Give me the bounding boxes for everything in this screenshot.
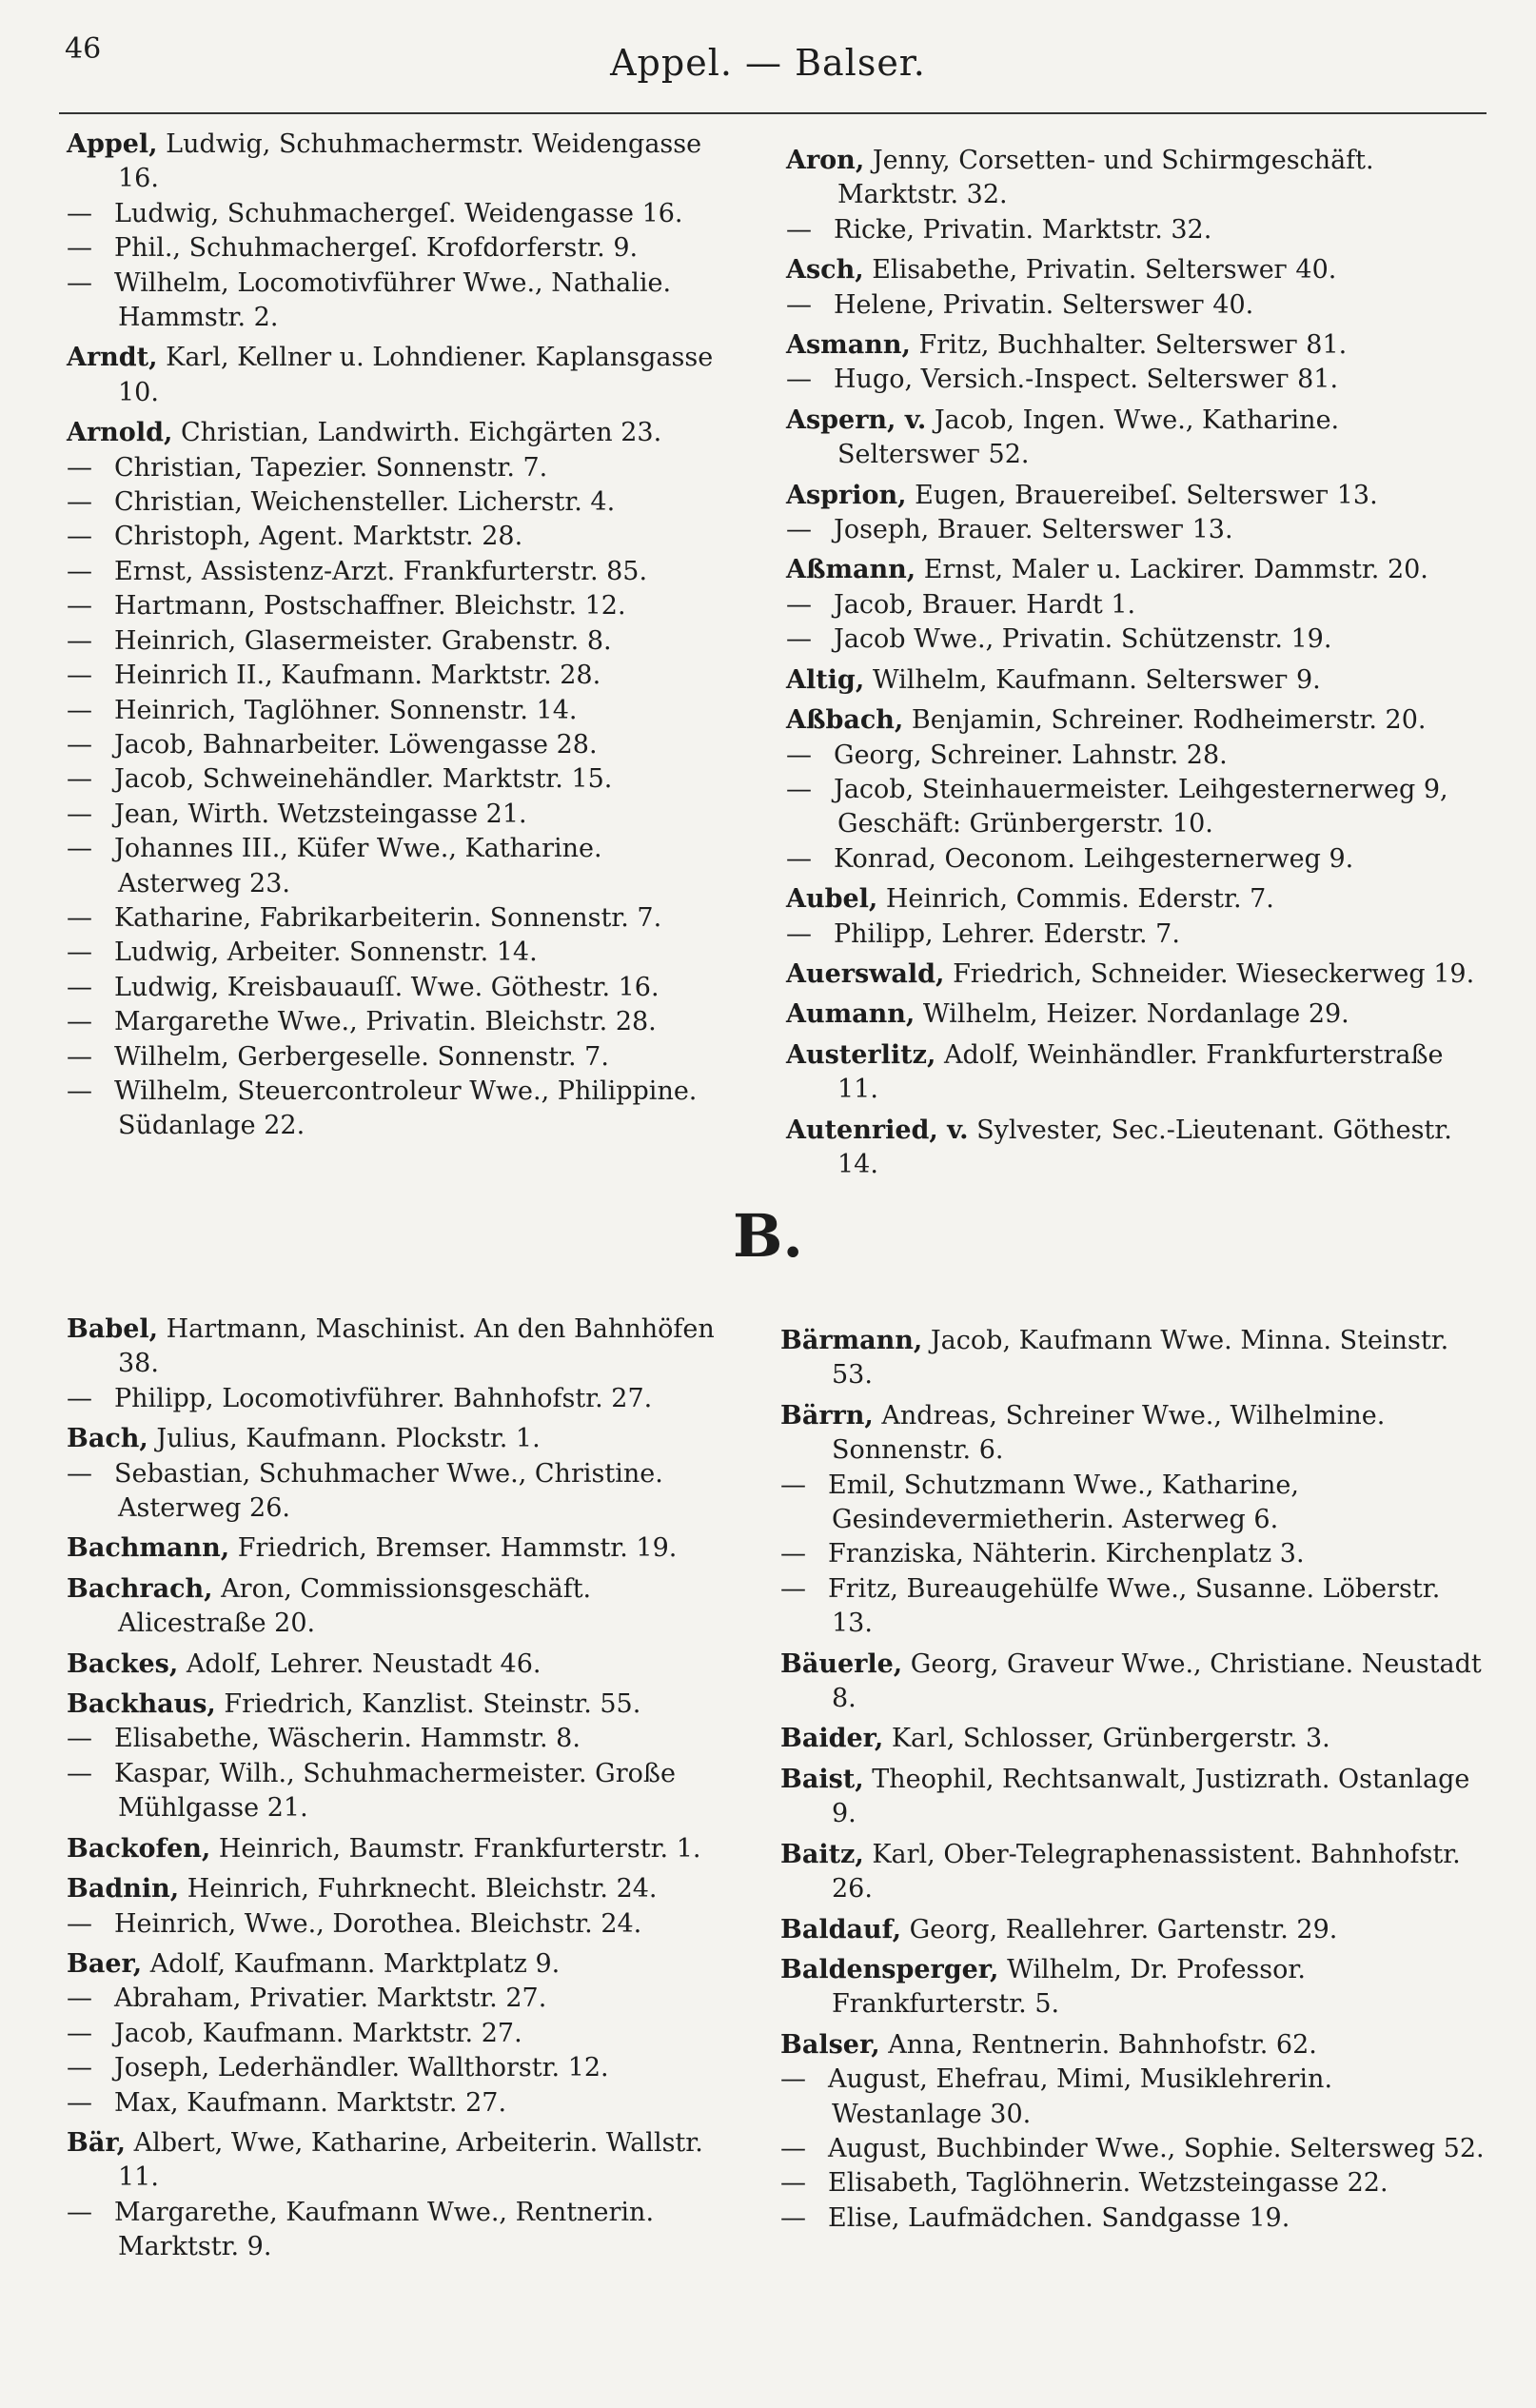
directory-entry — [67, 231, 733, 266]
ditto-dash: — — [67, 2197, 92, 2227]
directory-entry — [786, 213, 1486, 247]
ditto-dash: — — [67, 1458, 92, 1489]
page-number: 46 — [65, 32, 102, 66]
entry-text: Andreas, Schreiner Wwe., Wilhelmine. Sonnenstr. 6. — [832, 1400, 1386, 1466]
entry-text: Heinrich II., Kaufmann. Marktstr. 28. — [114, 661, 601, 691]
directory-entry — [67, 1572, 733, 1642]
entry-text: Jacob, Kaufmann. Marktstr. 27. — [114, 2018, 522, 2048]
entry-text: Heinrich, Glasermeister. Grabenstr. 8. — [114, 625, 612, 656]
directory-entry — [786, 513, 1486, 547]
entry-surname: Backhaus, — [67, 1689, 216, 1720]
ditto-dash: — — [67, 452, 92, 483]
ditto-dash: — — [67, 661, 92, 691]
entry-text: Heinrich, Fuhrknecht. Bleichstr. 24. — [187, 1874, 658, 1905]
entry-text: Ludwig, Kreisbauauſſ. Wwe. Göthestr. 16. — [114, 972, 660, 1002]
entry-text: Joseph, Brauer. Selterswег 13. — [834, 515, 1233, 545]
entry-surname: Aßmann, — [786, 555, 916, 585]
entry-surname: Aubel, — [786, 884, 878, 915]
directory-entry — [67, 936, 733, 970]
entry-surname: Backes, — [67, 1648, 179, 1679]
directory-entry — [786, 288, 1486, 323]
entry-text: Hartmann, Postschaffner. Bleichstr. 12. — [114, 591, 626, 622]
entry-text: Ludwig, Schuhmachergeſ. Weidengasse 16. — [114, 198, 683, 228]
directory-entry — [786, 773, 1486, 842]
entry-text: Heinrich, Taglöhner. Sonnenstr. 14. — [114, 695, 578, 725]
entry-surname: Baldensperger, — [780, 1954, 999, 1984]
directory-entry — [67, 1005, 733, 1039]
entry-text: Karl, Ober-Telegraphenassistent. Bahnhofstr. 26. — [832, 1839, 1461, 1905]
ditto-dash: — — [67, 2053, 92, 2083]
directory-entry — [67, 589, 733, 623]
directory-entry — [67, 624, 733, 659]
ditto-dash: — — [67, 487, 92, 518]
directory-entry — [67, 832, 733, 901]
entry-text: Jacob, Brauer. Hardt 1. — [834, 589, 1136, 620]
directory-entry — [786, 663, 1486, 698]
directory-entry — [67, 1982, 733, 2016]
ditto-dash: — — [786, 515, 812, 545]
directory-entry — [67, 1872, 733, 1906]
entry-text: Elise, Laufmädchen. Sandgasse 19. — [828, 2202, 1290, 2233]
ditto-dash: — — [786, 740, 812, 770]
ditto-dash: — — [780, 2133, 806, 2163]
directory-entry — [780, 2132, 1486, 2166]
header-rule — [59, 112, 1487, 114]
ditto-dash: — — [67, 729, 92, 760]
entry-text: Franziska, Nähterin. Kirchenplatz 3. — [828, 1539, 1305, 1569]
entry-text: Wilhelm, Dr. Professor. Frankfurterstr. 5. — [832, 1954, 1306, 2020]
directory-entry — [67, 1457, 733, 1527]
ditto-dash: — — [67, 938, 92, 968]
entry-text: Joseph, Lederhändler. Wallthorstr. 12. — [114, 2053, 609, 2083]
entry-text: Margarethe Wwe., Privatin. Bleichstr. 28. — [114, 1007, 657, 1037]
directory-entry — [780, 1763, 1486, 1832]
directory-entry — [67, 762, 733, 797]
entry-surname: Badnin, — [67, 1874, 180, 1905]
entry-surname: Baider, — [780, 1724, 884, 1754]
entry-text: Jacob, Bahnarbeiter. Löwengasse 28. — [114, 729, 598, 760]
directory-entry — [786, 404, 1486, 473]
entry-text: Adolf, Weinhändler. Frankfurterstraße 11. — [837, 1039, 1444, 1105]
directory-entry — [67, 1648, 733, 1682]
entry-text: Jean, Wirth. Wetzsteingasse 21. — [114, 799, 527, 829]
directory-entry — [67, 798, 733, 832]
ditto-dash: — — [780, 1470, 806, 1500]
directory-entry — [67, 2086, 733, 2121]
ditto-dash: — — [67, 1984, 92, 2014]
directory-entry — [67, 2051, 733, 2085]
entry-text: Aron, Commissionsgeschäft. Alicestraße 20. — [118, 1573, 592, 1639]
directory-entry — [780, 1537, 1486, 1571]
entry-text: Philipp, Locomotivführer. Bahnhofstr. 27. — [114, 1383, 653, 1413]
directory-entry — [786, 328, 1486, 363]
entry-surname: Aumann, — [786, 999, 916, 1030]
ditto-dash: — — [67, 1383, 92, 1413]
directory-entry — [780, 1572, 1486, 1642]
entry-text: Wilhelm, Gerbergeselle. Sonnenstr. 7. — [114, 1041, 609, 1072]
directory-entry — [67, 1422, 733, 1456]
entry-text: Theophil, Rechtsanwalt, Justizrath. Ostanlage 9. — [832, 1764, 1470, 1829]
ditto-dash: — — [67, 902, 92, 933]
ditto-dash: — — [67, 1758, 92, 1788]
entry-text: August, Ehefrau, Mimi, Musiklehrerin. Westanlage 30. — [828, 2064, 1333, 2129]
entry-surname: Aspern, v. — [786, 405, 927, 435]
entry-text: Friedrich, Schneider. Wieseckerweg 19. — [953, 958, 1475, 989]
directory-entry — [67, 1907, 733, 1942]
entry-text: Jacob, Steinhauermeister. Leihgesternerweg 9, Geschäft: Grünbergerstr. 10. — [834, 774, 1448, 839]
entry-text: Georg, Reallehrer. Gartenstr. 29. — [909, 1914, 1338, 1944]
directory-entry — [67, 1382, 733, 1416]
directory-entry — [780, 2063, 1486, 2132]
ditto-dash: — — [67, 1007, 92, 1037]
entry-text: Georg, Schreiner. Lahnstr. 28. — [834, 740, 1228, 770]
directory-entry — [780, 1953, 1486, 2023]
directory-entry — [786, 882, 1486, 917]
directory-entry — [67, 128, 733, 197]
directory-entry — [786, 588, 1486, 622]
entry-text: Jacob, Kaufmann Wwe. Minna. Steinstr. 53. — [832, 1326, 1449, 1391]
directory-entry — [67, 485, 733, 520]
entry-text: Fritz, Bureaugehülfe Wwe., Susanne. Löberstr. 13. — [828, 1573, 1441, 1639]
ditto-dash: — — [786, 214, 812, 245]
entry-surname: Bär, — [67, 2127, 126, 2158]
entry-surname: Bärrn, — [780, 1400, 874, 1431]
entry-surname: Baitz, — [780, 1839, 864, 1869]
ditto-dash: — — [67, 764, 92, 795]
directory-entry — [786, 622, 1486, 657]
entry-text: Adolf, Kaufmann. Marktplatz 9. — [149, 1948, 561, 1979]
directory-entry — [67, 1722, 733, 1756]
ditto-dash: — — [780, 2064, 806, 2095]
entry-text: Sylvester, Sec.-Lieutenant. Göthestr. 14. — [837, 1115, 1452, 1179]
entry-text: Philipp, Lehrer. Ederstr. 7. — [834, 918, 1180, 949]
entry-text: Katharine, Fabrikarbeiterin. Sonnenstr. 7. — [114, 902, 662, 933]
entry-text: August, Buchbinder Wwe., Sophie. Seltersweg 52. — [828, 2133, 1485, 2163]
entry-text: Margarethe, Kaufmann Wwe., Rentnerin. Marktstr. 9. — [114, 2197, 655, 2262]
directory-entry — [780, 1722, 1486, 1756]
directory-entry — [67, 341, 733, 410]
directory-entry — [67, 971, 733, 1005]
directory-entry — [67, 659, 733, 693]
directory-entry — [67, 520, 733, 554]
column-b-right — [780, 1318, 1486, 2236]
directory-entry — [67, 416, 733, 450]
entry-surname: Austerlitz, — [786, 1039, 936, 1070]
directory-entry — [780, 1399, 1486, 1469]
entry-text: Georg, Graveur Wwe., Christiane. Neustadt 8. — [832, 1648, 1482, 1714]
running-head: Appel. — Balser. — [610, 42, 926, 84]
directory-entry — [786, 1038, 1486, 1108]
entry-text: Kaspar, Wilh., Schuhmachermeister. Große Mühlgasse 21. — [114, 1758, 676, 1824]
directory-entry — [786, 918, 1486, 952]
directory-entry — [786, 957, 1486, 992]
ditto-dash: — — [67, 198, 92, 228]
ditto-dash: — — [780, 2168, 806, 2199]
entry-surname: Babel, — [67, 1314, 159, 1344]
entry-text: Konrad, Oeconom. Leihgesternerweg 9. — [834, 843, 1354, 874]
entry-text: Abraham, Privatier. Marktstr. 27. — [114, 1984, 547, 2014]
ditto-dash: — — [786, 289, 812, 320]
page-header — [0, 0, 1536, 124]
entry-text: Karl, Kellner u. Lohndiener. Kaplansgasse 10. — [118, 343, 714, 407]
entry-text: Jacob, Ingen. Wwe., Katharine. Selterswег 52. — [837, 405, 1340, 470]
entry-text: Wilhelm, Kaufmann. Selterswег 9. — [872, 664, 1321, 695]
entry-text: Karl, Schlosser, Grünbergerstr. 3. — [891, 1724, 1330, 1754]
entry-text: Elisabethe, Privatin. Selterswег 40. — [872, 255, 1337, 286]
directory-entry — [67, 728, 733, 762]
ditto-dash: — — [786, 843, 812, 874]
directory-entry — [67, 1757, 733, 1826]
entry-text: Wilhelm, Heizer. Nordanlage 29. — [922, 999, 1349, 1030]
entry-text: Ernst, Assistenz-Arzt. Frankfurterstr. 85. — [114, 556, 648, 586]
ditto-dash: — — [67, 695, 92, 725]
entry-text: Max, Kaufmann. Marktstr. 27. — [114, 2087, 507, 2118]
ditto-dash: — — [786, 624, 812, 655]
ditto-dash: — — [786, 774, 812, 804]
directory-entry — [786, 703, 1486, 738]
entry-text: Jenny, Corsetten- und Schirmgeschäft. Marktstr. 32. — [837, 146, 1374, 210]
entry-surname: Balser, — [780, 2029, 880, 2060]
entry-text: Christian, Weichensteller. Licherstr. 4. — [114, 487, 616, 518]
directory-entry — [67, 1313, 733, 1382]
entry-text: Fritz, Buchhalter. Selterswег 81. — [918, 330, 1348, 361]
directory-entry — [780, 2201, 1486, 2236]
directory-entry — [786, 553, 1486, 587]
entry-text: Jacob Wwe., Privatin. Schützenstr. 19. — [834, 624, 1332, 655]
entry-text: Heinrich, Wwe., Dorothea. Bleichstr. 24. — [114, 1908, 642, 1939]
entry-text: Jacob, Schweinehändler. Marktstr. 15. — [114, 764, 613, 795]
entry-surname: Bachmann, — [67, 1533, 230, 1564]
entry-text: Heinrich, Commis. Ederstr. 7. — [885, 884, 1274, 915]
directory-entry — [67, 1832, 733, 1866]
ditto-dash: — — [67, 625, 92, 656]
entry-text: Friedrich, Bremser. Hammstr. 19. — [237, 1533, 678, 1564]
directory-entry — [780, 1838, 1486, 1907]
entry-text: Ernst, Maler u. Lackirer. Dammstr. 20. — [923, 555, 1428, 585]
directory-entry — [67, 694, 733, 728]
directory-entry — [67, 555, 733, 589]
entry-surname: Bach, — [67, 1424, 148, 1454]
directory-entry — [67, 1688, 733, 1722]
entry-surname: Altig, — [786, 664, 865, 695]
entry-text: Ludwig, Arbeiter. Sonnenstr. 14. — [114, 938, 538, 968]
entry-surname: Appel, — [67, 129, 158, 159]
entry-text: Christian, Landwirth. Eichgärten 23. — [180, 418, 662, 448]
ditto-dash: — — [67, 799, 92, 829]
entry-surname: Bärmann, — [780, 1326, 923, 1355]
directory-entry — [786, 144, 1486, 213]
ditto-dash: — — [67, 1041, 92, 1072]
entry-surname: Asch, — [786, 255, 864, 286]
entry-text: Anna, Rentnerin. Bahnhofstr. 62. — [888, 2029, 1317, 2060]
entry-text: Phil., Schuhmachergeſ. Krofdorferstr. 9. — [114, 233, 639, 264]
directory-entry — [786, 739, 1486, 773]
ditto-dash: — — [67, 522, 92, 552]
entry-text: Helene, Privatin. Selterswег 40. — [834, 289, 1254, 320]
entry-surname: Baist, — [780, 1764, 864, 1794]
directory-entry — [786, 842, 1486, 877]
entry-surname: Asprion, — [786, 480, 907, 510]
entry-text: Hugo, Versich.-Inspect. Selterswег 81. — [834, 365, 1339, 395]
directory-entry — [67, 197, 733, 231]
directory-entry — [67, 2196, 733, 2265]
entry-surname: Bäuerle, — [780, 1648, 903, 1679]
entry-text: Adolf, Lehrer. Neustadt 46. — [186, 1648, 542, 1679]
entry-text: Johannes III., Küfer Wwe., Katharine. Asterweg 23. — [114, 834, 602, 898]
ditto-dash: — — [67, 2018, 92, 2048]
entry-text: Heinrich, Baumstr. Frankfurterstr. 1. — [218, 1833, 701, 1864]
entry-text: Eugen, Brauereibeſ. Selterswег 13. — [915, 480, 1378, 510]
directory-entry — [780, 1469, 1486, 1538]
ditto-dash: — — [780, 2202, 806, 2233]
entry-surname: Asmann, — [786, 330, 911, 361]
entry-surname: Arndt, — [67, 343, 158, 373]
entry-surname: Bachrach, — [67, 1573, 213, 1604]
directory-entry — [786, 363, 1486, 397]
directory-entry — [780, 1324, 1486, 1393]
directory-entry — [67, 1947, 733, 1982]
entry-surname: Auerswald, — [786, 958, 945, 989]
ditto-dash: — — [67, 2087, 92, 2118]
entry-surname: Arnold, — [67, 418, 173, 448]
directory-entry — [780, 1648, 1486, 1717]
entry-text: Ricke, Privatin. Marktstr. 32. — [834, 214, 1212, 245]
ditto-dash: — — [780, 1539, 806, 1569]
directory-entry — [67, 266, 733, 336]
ditto-dash: — — [67, 1076, 92, 1106]
entry-text: Emil, Schutzmann Wwe., Katharine, Gesindevermietherin. Asterweg 6. — [828, 1470, 1299, 1535]
directory-entry — [67, 2017, 733, 2051]
directory-entry — [67, 1531, 733, 1566]
ditto-dash: — — [67, 1908, 92, 1939]
ditto-dash: — — [67, 591, 92, 622]
entry-text: Benjamin, Schreiner. Rodheimerstr. 20. — [911, 705, 1427, 736]
directory-entry — [67, 1040, 733, 1075]
entry-text: Christian, Tapezier. Sonnenstr. 7. — [114, 452, 548, 483]
directory-entry — [780, 2028, 1486, 2063]
entry-surname: Baer, — [67, 1948, 143, 1979]
entry-text: Friedrich, Kanzlist. Steinstr. 55. — [224, 1689, 641, 1720]
column-a-left — [67, 122, 733, 1144]
directory-entry — [786, 253, 1486, 287]
ditto-dash: — — [67, 233, 92, 264]
entry-text: Sebastian, Schuhmacher Wwe., Christine. Asterweg 26. — [114, 1458, 663, 1524]
directory-entry — [786, 479, 1486, 513]
directory-entry — [67, 451, 733, 485]
entry-text: Hartmann, Maschinist. An den Bahnhöfen 38. — [118, 1314, 715, 1379]
entry-surname: Autenried, v. — [786, 1115, 969, 1145]
directory-entry — [786, 1114, 1486, 1183]
entry-text: Julius, Kaufmann. Plockstr. 1. — [156, 1424, 541, 1454]
ditto-dash: — — [780, 1573, 806, 1604]
entry-text: Albert, Wwe, Katharine, Arbeiterin. Wallstr. 11. — [118, 2127, 703, 2193]
ditto-dash: — — [786, 918, 812, 949]
entry-text: Elisabeth, Taglöhnerin. Wetzsteingasse 22. — [828, 2168, 1388, 2199]
section-letter: B. — [733, 1201, 803, 1271]
ditto-dash: — — [786, 589, 812, 620]
entry-surname: Baldauf, — [780, 1914, 901, 1944]
entry-text: Christoph, Agent. Marktstr. 28. — [114, 522, 523, 552]
ditto-dash: — — [786, 365, 812, 395]
directory-entry — [67, 1075, 733, 1144]
entry-surname: Aron, — [786, 146, 865, 175]
entry-text: Elisabethe, Wäscherin. Hammstr. 8. — [114, 1724, 581, 1754]
directory-entry — [67, 901, 733, 936]
directory-entry — [67, 2126, 733, 2196]
column-b-left — [67, 1307, 733, 2265]
directory-entry — [780, 1913, 1486, 1947]
entry-surname: Aßbach, — [786, 705, 904, 736]
ditto-dash: — — [67, 834, 92, 864]
ditto-dash: — — [67, 267, 92, 298]
ditto-dash: — — [67, 556, 92, 586]
entry-surname: Backofen, — [67, 1833, 211, 1864]
ditto-dash: — — [67, 1724, 92, 1754]
entry-text: Ludwig, Schuhmachermstr. Weidengasse 16. — [118, 129, 702, 194]
entry-text: Wilhelm, Locomotivführer Wwe., Nathalie. Hammstr. 2. — [114, 267, 672, 333]
entry-text: Wilhelm, Steuercontroleur Wwe., Philippine. Südanlage 22. — [114, 1076, 698, 1141]
column-a-right — [786, 138, 1486, 1182]
directory-entry — [780, 2166, 1486, 2201]
ditto-dash: — — [67, 972, 92, 1002]
directory-entry — [786, 997, 1486, 1032]
